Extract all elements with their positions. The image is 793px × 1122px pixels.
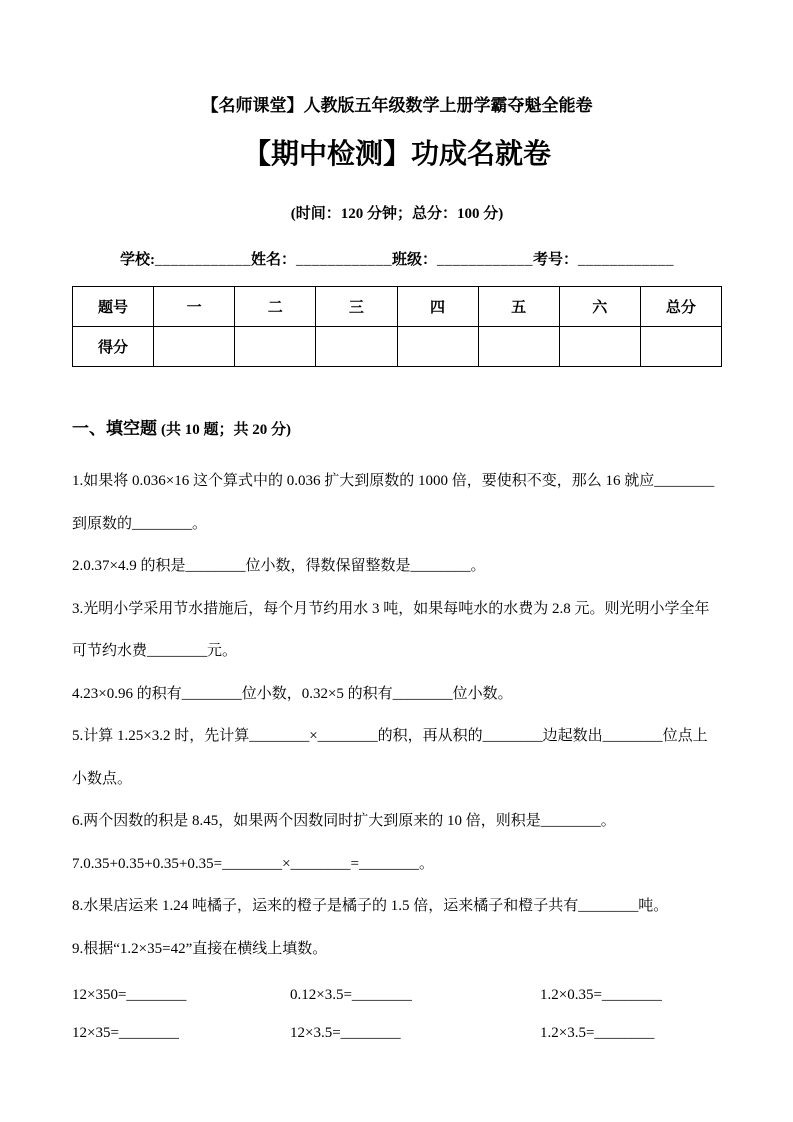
score-table-header-col-6: 六 [559, 287, 640, 327]
question-3: 3.光明小学采用节水措施后，每个月节约用水 3 吨，如果每吨水的水费为 2.8 元。则光明小学全年可节约水费________元。 [72, 600, 710, 659]
section-one-title: 一、填空题 [72, 419, 157, 438]
score-table-header-row [73, 287, 722, 327]
question-5: 5.计算 1.25×3.2 时，先计算________×________的积，再从积的________边起数出________位点上小数点。 [72, 728, 708, 787]
question-7: 7.0.35+0.35+0.35+0.35=________×________=________。 [72, 855, 435, 872]
fill-in-blank-questions [72, 460, 722, 1052]
score-table [72, 286, 722, 367]
class-blank: ____________ [437, 252, 533, 268]
name-field [251, 252, 392, 268]
question-8: 8.水果店运来 1.24 吨橘子，运来的橙子是橘子的 1.5 倍，运来橘子和橙子共有________吨。 [72, 898, 669, 914]
score-table-header-col-3: 三 [316, 287, 397, 327]
question-4: 4.23×0.96 的积有________位小数，0.32×5 的积有________位小数。 [72, 685, 513, 702]
q9-grid-row-1 [72, 976, 722, 1014]
school-field [120, 252, 251, 268]
score-cell-empty-2 [235, 327, 316, 367]
name-blank: ____________ [295, 252, 392, 268]
section-one-note: (共 10 题；共 20 分) [161, 422, 291, 438]
q9-item-1-3: 1.2×0.35=________ [540, 987, 662, 1003]
score-cell-empty-4 [397, 327, 478, 367]
section-one-heading [72, 417, 722, 442]
q9-item-2-3: 1.2×3.5=________ [540, 1025, 655, 1041]
question-9-answer-grid [72, 976, 722, 1052]
score-table-header-col-4: 四 [397, 287, 478, 327]
page-title: 【期中检测】功成名就卷 [242, 138, 551, 169]
q9-item-2-1: 12×35=________ [72, 1025, 179, 1041]
class-label: 班级： [391, 252, 437, 268]
school-blank: ____________ [154, 252, 251, 268]
class-field [392, 252, 533, 268]
score-table-header-col-1: 一 [154, 287, 235, 327]
question-2: 2.0.37×4.9 的积是________位小数，得数保留整数是________。 [72, 558, 486, 574]
score-table-header-col-2: 二 [235, 287, 316, 327]
score-cell-empty-1 [154, 327, 235, 367]
score-table-header-question-no: 题号 [73, 287, 154, 327]
q9-grid-row-2 [72, 1014, 722, 1052]
q9-item-1-2: 0.12×3.5=________ [290, 987, 412, 1003]
question-1: 1.如果将 0.036×16 这个算式中的 0.036 扩大到原数的 1000 倍，要使积不变，那么 16 就应________到原数的________。 [72, 473, 715, 532]
score-cell-empty-6 [559, 327, 640, 367]
question-6: 6.两个因数的积是 8.45，如果两个因数同时扩大到原来的 10 倍，则积是________。 [72, 813, 616, 829]
exam-time-score-info: (时间：120 分钟；总分：100 分) [290, 206, 504, 222]
score-table-header-total: 总分 [640, 287, 721, 327]
score-cell-empty-total [640, 327, 721, 367]
score-cell-empty-3 [316, 327, 397, 367]
exam-number-blank: ____________ [578, 252, 675, 268]
series-title: 【名师课堂】人教版五年级数学上册学霸夺魁全能卷 [201, 96, 593, 115]
exam-number-field [533, 252, 674, 268]
name-label: 姓名： [250, 252, 296, 268]
score-row-label: 得分 [73, 327, 154, 367]
score-table-header-col-5: 五 [478, 287, 559, 327]
q9-item-2-2: 12×3.5=________ [290, 1025, 401, 1041]
student-info-row [72, 248, 722, 272]
score-table-score-row [73, 327, 722, 367]
question-9: 9.根据“1.2×35=42”直接在横线上填数。 [72, 940, 328, 957]
q9-item-1-1: 12×350=________ [72, 987, 187, 1003]
exam-number-label: 考号： [533, 252, 579, 268]
score-cell-empty-5 [478, 327, 559, 367]
school-label: 学校: [119, 252, 155, 268]
